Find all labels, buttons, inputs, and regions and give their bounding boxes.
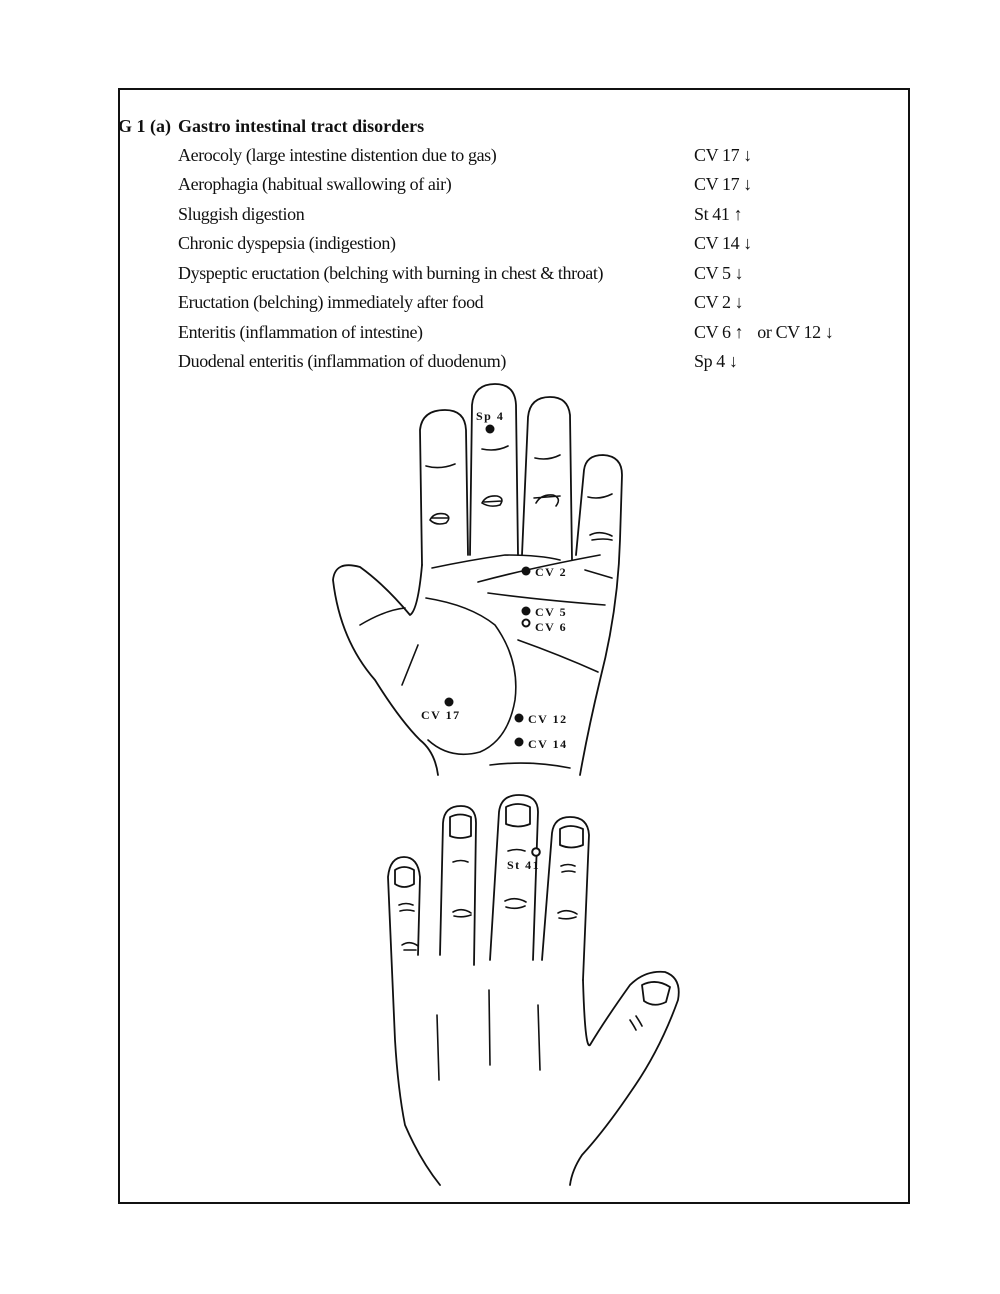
condition-text: Enteritis (inflammation of intestine) [178, 322, 423, 342]
fingernails [395, 804, 670, 1005]
condition-text: Eructation (belching) immediately after food [178, 292, 484, 312]
st41-point [532, 848, 540, 856]
section-title: Gastro intestinal tract disorders [178, 116, 425, 136]
cv14-label: CV 14 [528, 737, 568, 751]
condition-text: Sluggish digestion [178, 204, 305, 224]
point-text: CV 17 ↓ [694, 145, 752, 165]
st41-label: St 41 [507, 858, 541, 872]
condition-text: Aerocoly (large intestine distention due to gas) [178, 145, 497, 165]
condition-text: Chronic dyspepsia (indigestion) [178, 233, 396, 253]
point-text: CV 2 ↓ [694, 292, 744, 312]
cv5-label: CV 5 [535, 605, 568, 619]
hand-tendons [437, 990, 540, 1080]
condition-text: Dyspeptic eructation (belching with burning in chest & throat) [178, 263, 604, 283]
point-text: St 41 ↑ [694, 204, 743, 224]
condition-text: Duodenal enteritis (inflammation of duodenum) [178, 351, 506, 371]
point-alternative: or CV 12 ↓ [757, 322, 834, 342]
cv17-label: CV 17 [421, 708, 461, 722]
section-code: G 1 (a) [118, 116, 171, 136]
point-text: CV 14 ↓ [694, 233, 752, 253]
condition-text: Aerophagia (habitual swallowing of air) [178, 174, 452, 194]
sp4-label: Sp 4 [476, 409, 505, 423]
cv12-label: CV 12 [528, 712, 568, 726]
point-text: CV 5 ↓ [694, 263, 744, 283]
knuckle-creases [399, 850, 642, 1031]
point-text: Sp 4 ↓ [694, 351, 738, 371]
cv6-label: CV 6 [535, 620, 568, 634]
point-primary: CV 6 ↑ [694, 322, 744, 342]
cv2-label: CV 2 [535, 565, 568, 579]
point-text: CV 17 ↓ [694, 174, 752, 194]
